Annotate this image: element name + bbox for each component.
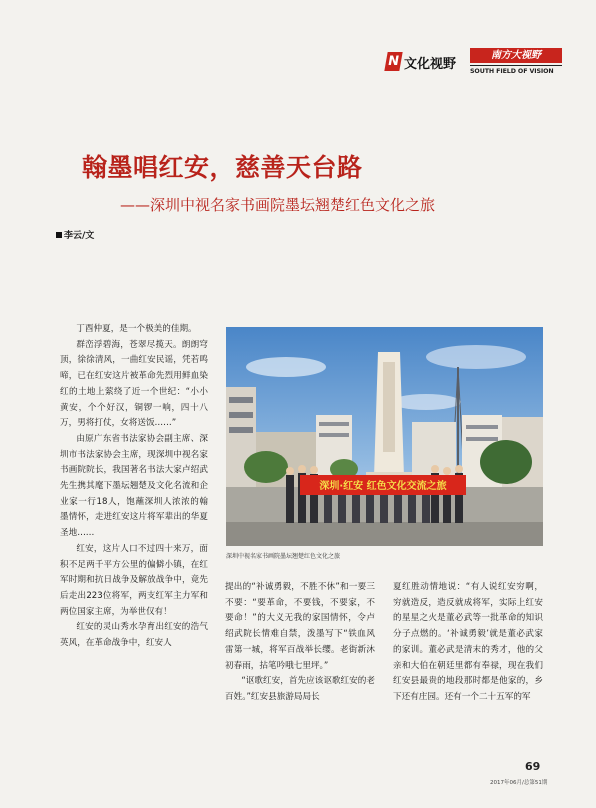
text-column-2 bbox=[225, 580, 375, 706]
text-column-3 bbox=[393, 580, 543, 706]
n-logo-icon: N bbox=[384, 52, 402, 71]
banner-text: 深圳·红安 红色文化交流之旅 bbox=[319, 481, 447, 492]
paragraph: 由原广东省书法家协会副主席、深圳市书法家协会主席，现深圳中视名家书画院院长，我国著名书法大家卢绍武先生携其麾下墨坛翘楚及文化名流和企业家一行18人，饱蘸深圳人浓浓的翰墨情怀，走进红安这片将军辈出的华夏圣地…… bbox=[60, 433, 208, 539]
masthead bbox=[386, 46, 562, 78]
page-number: 69 bbox=[525, 760, 541, 773]
paragraph: 提出的“补诚勇毅，不胜不休”和一要三不要：“要革命，不要钱，不要家，不要命！”的大义无我的家国情怀，令卢绍武院长情难自禁，泼墨写下“铁血风雷第一城，将军百战举长缨。老街新沐初春雨，拈笔吟哦七里坪。” bbox=[225, 582, 375, 671]
article-subtitle: ——深圳中视名家书画院墨坛翘楚红色文化之旅 bbox=[120, 196, 436, 214]
paragraph: 夏红胜动情地说：“有人说红安穷啊，穷就造反，造反就成将军，实际上红安的星星之火是董必武等一批革命的知识分子点燃的。‘补诚勇毅’就是董必武家的家训。董必武是清末的秀才，他的父亲和大伯在朝廷里都有奉禄，现在我们红安县最贵的地段那时都是他家的，乡下还有庄园。还有一个二十五军的军 bbox=[393, 582, 543, 702]
article-title: 翰墨唱红安，慈善天台路 bbox=[82, 153, 363, 182]
section-title: 文化视野 bbox=[404, 57, 457, 72]
paragraph: 群峦浮碧海，苍翠尽揽天。朗朗穹顶，徐徐清风，一曲红安民谣，凭若鸣啼，已在红安这片被革命先烈用鲜血染红的土地上萦绕了近一个世纪：“小小黄安，个个好汉，铜锣一响，四十八万，男将打仗，女将送饭……” bbox=[60, 339, 208, 429]
publication-brand bbox=[470, 46, 562, 78]
publication-name: 南方大视野 bbox=[470, 48, 562, 63]
publication-name-en: SOUTH FIELD OF VISION bbox=[470, 65, 562, 75]
paragraph: “讴歌红安，首先应该讴歌红安的老百姓。”红安县旅游局局长 bbox=[225, 676, 375, 702]
issue-info: 2017年06月/总第51期 bbox=[490, 780, 548, 786]
paragraph: 丁酉仲夏，是一个极美的佳期。 bbox=[76, 324, 197, 334]
bullet-square-icon bbox=[56, 232, 62, 238]
paragraph: 红安的灵山秀水孕育出红安的浩气英风，在革命战争中，红安人 bbox=[60, 622, 208, 649]
text-column-1 bbox=[60, 322, 208, 652]
paragraph: 红安，这片人口不过四十来万，面积不足两千平方公里的偏僻小镇，在红军时期和抗日战争及解放战争中，竟先后走出223位将军，两支红军主力军和两位国家主席，为举世仅有！ bbox=[60, 543, 208, 617]
group-photo bbox=[226, 327, 543, 546]
author-text: 李云/文 bbox=[64, 231, 95, 241]
photo-caption: 深圳中视名家书画院墨坛翘楚红色文化之旅 bbox=[226, 553, 341, 560]
article-author bbox=[56, 228, 94, 241]
